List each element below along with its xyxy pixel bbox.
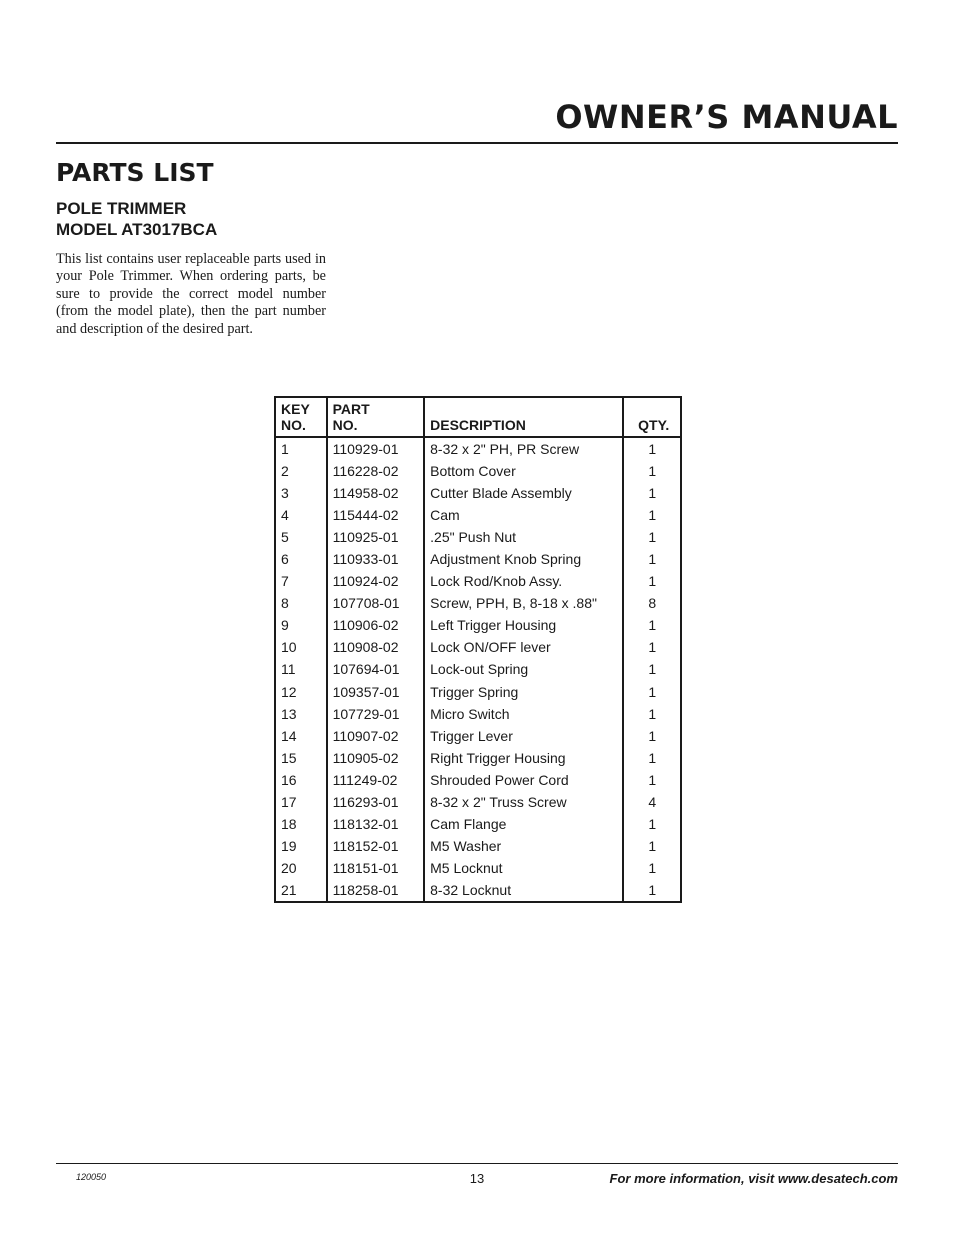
- qty-cell: 1: [623, 636, 681, 658]
- header-part-line1: PART: [332, 401, 370, 417]
- key-no-cell: 6: [281, 551, 289, 568]
- table-row: [275, 570, 681, 592]
- part-no-cell: 110933-01: [327, 548, 425, 570]
- table-row: [275, 460, 681, 482]
- description-cell: Right Trigger Housing: [424, 747, 623, 769]
- qty-cell: 1: [623, 482, 681, 504]
- description-cell: Shrouded Power Cord: [424, 769, 623, 791]
- part-no-cell: 109357-01: [327, 681, 425, 703]
- qty-cell: 1: [623, 725, 681, 747]
- key-no-cell: 4: [281, 507, 289, 524]
- qty-cell: 1: [623, 614, 681, 636]
- header-part-no: [327, 397, 425, 437]
- description-cell: Trigger Lever: [424, 725, 623, 747]
- part-no-cell: 110906-02: [327, 614, 425, 636]
- table-row: [275, 769, 681, 791]
- key-no-cell: 8: [281, 595, 289, 612]
- part-no-cell: 110905-02: [327, 747, 425, 769]
- part-no-cell: 116293-01: [327, 791, 425, 813]
- key-no-cell: 3: [281, 485, 289, 502]
- part-no-cell: 107694-01: [327, 658, 425, 680]
- part-no-cell: 118151-01: [327, 857, 425, 879]
- header-key-line2: NO.: [281, 417, 306, 433]
- table-row: [275, 879, 681, 902]
- part-no-cell: 111249-02: [327, 769, 425, 791]
- key-no-cell: 11: [281, 661, 296, 678]
- key-no-cell: 20: [281, 859, 297, 876]
- part-no-cell: 110924-02: [327, 570, 425, 592]
- page-number: 13: [469, 1171, 485, 1186]
- qty-cell: 1: [623, 747, 681, 769]
- header-divider: [56, 142, 898, 144]
- key-no-cell: 10: [281, 639, 297, 656]
- description-cell: 8-32 x 2" PH, PR Screw: [424, 437, 623, 460]
- description-cell: .25" Push Nut: [424, 526, 623, 548]
- key-no-cell: 12: [281, 683, 297, 700]
- description-cell: Trigger Spring: [424, 681, 623, 703]
- header-key-line1: KEY: [281, 401, 310, 417]
- qty-cell: 1: [623, 835, 681, 857]
- footer-website-note: For more information, visit www.desatech.com: [609, 1171, 898, 1186]
- part-no-cell: 115444-02: [327, 504, 425, 526]
- description-cell: Micro Switch: [424, 703, 623, 725]
- key-no-cell: 1: [281, 441, 289, 458]
- description-cell: Cam Flange: [424, 813, 623, 835]
- table-row: [275, 482, 681, 504]
- table-row: [275, 526, 681, 548]
- table-row: [275, 437, 681, 460]
- qty-cell: 1: [623, 460, 681, 482]
- key-no-cell: 16: [281, 771, 297, 788]
- table-row: [275, 548, 681, 570]
- qty-cell: 1: [623, 658, 681, 680]
- table-row: [275, 857, 681, 879]
- section-title: PARTS LIST: [56, 158, 214, 187]
- part-no-cell: 110929-01: [327, 437, 425, 460]
- key-no-cell: 2: [281, 463, 289, 480]
- header-description: DESCRIPTION: [424, 397, 623, 437]
- key-no-cell: 7: [281, 573, 289, 590]
- qty-cell: 1: [623, 857, 681, 879]
- description-cell: M5 Washer: [424, 835, 623, 857]
- table-header-row: [275, 397, 681, 437]
- header-part-line2: NO.: [332, 417, 358, 433]
- description-cell: 8-32 x 2" Truss Screw: [424, 791, 623, 813]
- description-cell: Lock Rod/Knob Assy.: [424, 570, 623, 592]
- description-cell: Lock ON/OFF lever: [424, 636, 623, 658]
- part-no-cell: 110908-02: [327, 636, 425, 658]
- description-cell: Cam: [424, 504, 623, 526]
- description-cell: 8-32 Locknut: [424, 879, 623, 902]
- footer-divider: [56, 1163, 898, 1164]
- table-row: [275, 747, 681, 769]
- description-cell: M5 Locknut: [424, 857, 623, 879]
- description-cell: Cutter Blade Assembly: [424, 482, 623, 504]
- description-cell: Bottom Cover: [424, 460, 623, 482]
- qty-cell: 4: [623, 791, 681, 813]
- part-no-cell: 107729-01: [327, 703, 425, 725]
- key-no-cell: 15: [281, 749, 297, 766]
- qty-cell: 1: [623, 703, 681, 725]
- qty-cell: 1: [623, 504, 681, 526]
- key-no-cell: 21: [281, 881, 297, 898]
- qty-cell: 1: [623, 879, 681, 902]
- table-row: [275, 725, 681, 747]
- part-no-cell: 118152-01: [327, 835, 425, 857]
- part-no-cell: 118132-01: [327, 813, 425, 835]
- table-row: [275, 703, 681, 725]
- part-no-cell: 114958-02: [327, 482, 425, 504]
- qty-cell: 1: [623, 813, 681, 835]
- table-row: [275, 813, 681, 835]
- qty-cell: 1: [623, 526, 681, 548]
- qty-cell: 1: [623, 769, 681, 791]
- header-key-no: [275, 397, 327, 437]
- table-row: [275, 835, 681, 857]
- key-no-cell: 9: [281, 617, 289, 634]
- key-no-cell: 14: [281, 727, 297, 744]
- table-row: [275, 504, 681, 526]
- part-no-cell: 116228-02: [327, 460, 425, 482]
- table-row: [275, 681, 681, 703]
- model-number: MODEL AT3017BCA: [56, 220, 218, 239]
- table-row: [275, 592, 681, 614]
- header-qty: QTY.: [623, 397, 681, 437]
- part-no-cell: 118258-01: [327, 879, 425, 902]
- part-no-cell: 110925-01: [327, 526, 425, 548]
- document-code: 120050: [76, 1172, 107, 1182]
- description-cell: Lock-out Spring: [424, 658, 623, 680]
- table-row: [275, 791, 681, 813]
- key-no-cell: 5: [281, 529, 289, 546]
- product-name: POLE TRIMMER: [56, 199, 187, 218]
- parts-table: [274, 396, 682, 903]
- qty-cell: 1: [623, 548, 681, 570]
- key-no-cell: 18: [281, 815, 297, 832]
- part-no-cell: 107708-01: [327, 592, 425, 614]
- key-no-cell: 19: [281, 837, 297, 854]
- table-row: [275, 614, 681, 636]
- intro-paragraph: This list contains user replaceable parts used in your Pole Trimmer. When ordering parts, be sure to provide the correct model number (from the model plate), then the part number and description of the desired part.: [56, 251, 326, 337]
- part-no-cell: 110907-02: [327, 725, 425, 747]
- manual-title: OWNER’S MANUAL: [555, 98, 898, 136]
- description-cell: Screw, PPH, B, 8-18 x .88": [424, 592, 623, 614]
- description-cell: Left Trigger Housing: [424, 614, 623, 636]
- table-row: [275, 636, 681, 658]
- qty-cell: 1: [623, 570, 681, 592]
- qty-cell: 8: [623, 592, 681, 614]
- qty-cell: 1: [623, 681, 681, 703]
- key-no-cell: 13: [281, 705, 297, 722]
- description-cell: Adjustment Knob Spring: [424, 548, 623, 570]
- table-row: [275, 658, 681, 680]
- qty-cell: 1: [623, 437, 681, 460]
- key-no-cell: 17: [281, 793, 297, 810]
